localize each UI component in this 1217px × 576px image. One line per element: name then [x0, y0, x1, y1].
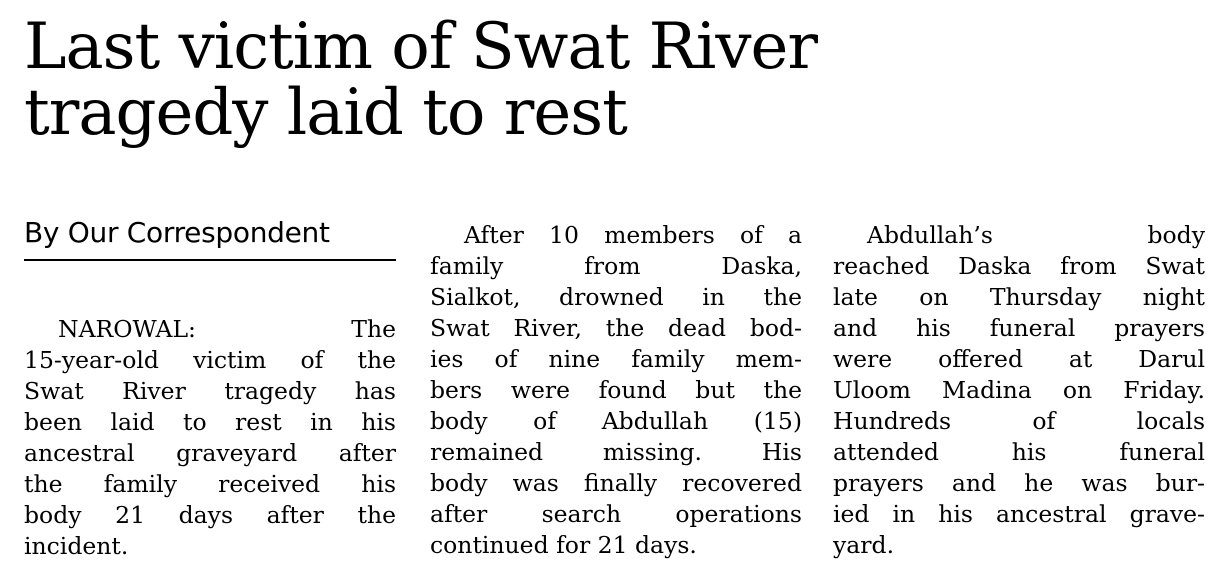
article-column-3 — [833, 220, 1205, 561]
byline-divider — [24, 259, 396, 261]
article-column-2 — [430, 220, 802, 561]
text-line: 15-year-old victim of the — [24, 346, 396, 374]
text-line: body was finally recovered — [430, 469, 802, 497]
text-line: late on Thursday night — [833, 283, 1205, 311]
text-line: bers were found but the — [430, 376, 802, 404]
text-line: incident. — [24, 532, 129, 560]
text-line: ied in his ancestral grave- — [833, 500, 1205, 528]
headline — [24, 10, 1204, 150]
text-line: yard. — [833, 531, 895, 559]
text-line: Swat River tragedy has — [24, 377, 396, 405]
byline: By Our Correspondent — [24, 216, 330, 249]
text-line: family from Daska, — [430, 252, 802, 280]
text-line: body of Abdullah (15) — [430, 407, 802, 435]
text-line: the family received his — [24, 470, 396, 498]
text-line: after search operations — [430, 500, 802, 528]
headline-line: Last victim of Swat River — [24, 10, 817, 84]
text-line: reached Daska from Swat — [833, 252, 1205, 280]
text-line: Swat River, the dead bod- — [430, 314, 802, 342]
text-line: continued for 21 days. — [430, 531, 697, 559]
text-line: prayers and he was bur- — [833, 469, 1205, 497]
text-line: Uloom Madina on Friday. — [833, 376, 1205, 404]
text-line: were offered at Darul — [833, 345, 1205, 373]
text-line: Hundreds of locals — [833, 407, 1205, 435]
headline-line: tragedy laid to rest — [24, 76, 627, 150]
article-column-1 — [24, 314, 396, 562]
text-line: been laid to rest in his — [24, 408, 396, 436]
text-line: attended his funeral — [833, 438, 1205, 466]
text-line: Abdullah’s body — [867, 221, 1205, 249]
text-line: remained missing. His — [430, 438, 802, 466]
text-line: ies of nine family mem- — [430, 345, 802, 373]
text-line: ancestral graveyard after — [24, 439, 396, 467]
text-line: After 10 members of a — [464, 221, 802, 249]
text-line: Sialkot, drowned in the — [430, 283, 802, 311]
text-line: and his funeral prayers — [833, 314, 1205, 342]
text-line: body 21 days after the — [24, 501, 396, 529]
text-line: NAROWAL: The — [58, 315, 396, 343]
